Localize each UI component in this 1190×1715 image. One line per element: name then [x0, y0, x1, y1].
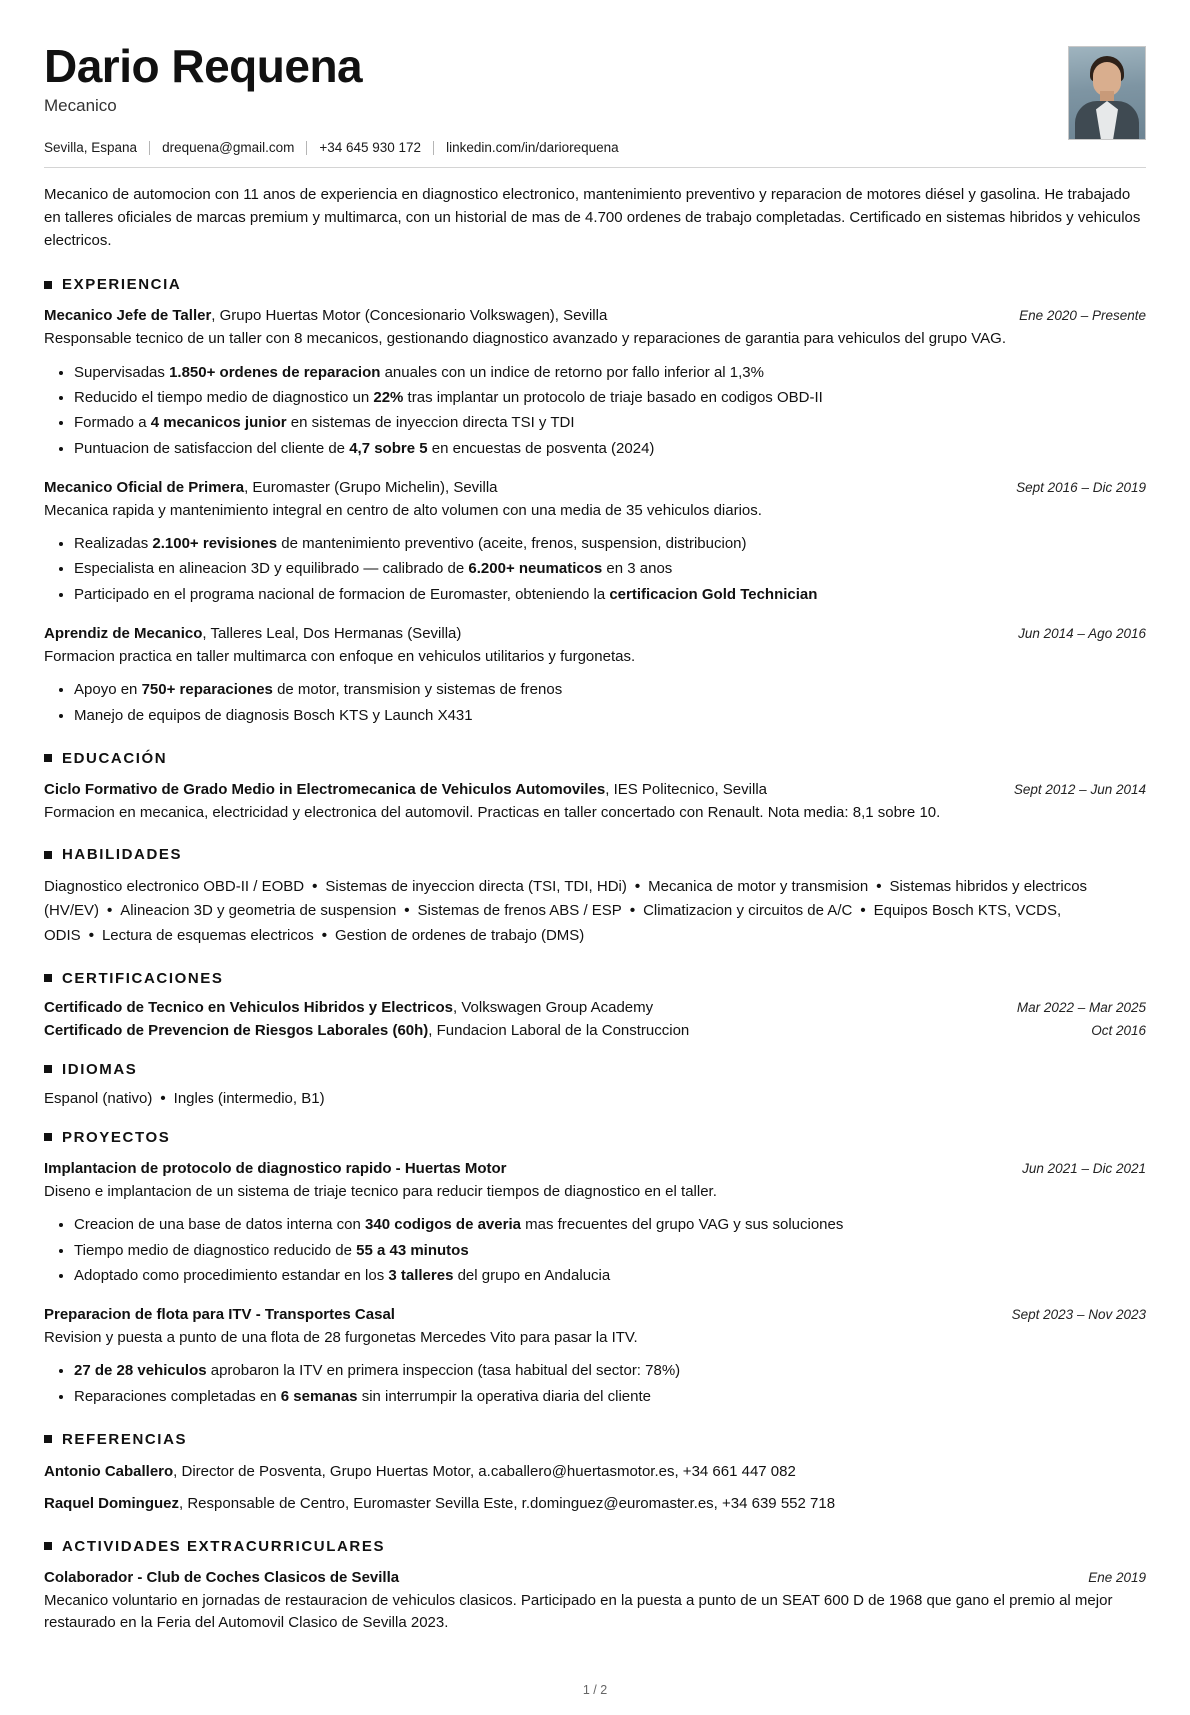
certification-name: Certificado de Tecnico en Vehiculos Hibridos y Electricos, Volkswagen Group Academy	[44, 998, 654, 1016]
page-footer	[44, 1657, 1146, 1715]
avatar	[1068, 46, 1146, 140]
skill-separator: •	[629, 902, 636, 920]
list-item: • Reparaciones completadas en 6 semanas sin interrumpir la operativa diaria del cliente	[74, 1385, 1146, 1409]
experience-entry	[44, 477, 1146, 607]
reference-detail: , Director de Posventa, Grupo Huertas Motor, a.caballero@huertasmotor.es, +34 661 447 082	[173, 1462, 796, 1480]
summary-text: Mecanico de automocion con 11 anos de experiencia en diagnostico electronico, mantenimiento preventivo y reparacion de motores diésel y gasolina. He trabajado en talleres oficiales de marcas premium y multimarca, con un historial de mas de 4.700 ordenes de trabajo completadas. Certificado en sistemas hibridos y vehiculos electricos.	[44, 186, 1141, 249]
contact-phone[interactable]: +34 645 930 172	[319, 140, 422, 155]
skill-separator: •	[634, 878, 641, 896]
section-projects	[44, 1129, 1146, 1409]
page-title: Dario Requena	[44, 40, 363, 92]
section-extracurricular	[44, 1538, 1146, 1635]
square-bullet-icon	[44, 281, 52, 289]
skill-separator: •	[404, 902, 410, 920]
entry-header	[44, 477, 1146, 499]
reference-entry	[44, 1460, 1146, 1484]
skills-list	[44, 875, 1146, 948]
skill-separator: •	[876, 878, 882, 896]
entry-description: Revision y puesta a punto de una flota de 28 furgonetas Mercedes Vito para pasar la ITV.	[44, 1328, 638, 1346]
skill-item: Sistemas hibridos y electricos (HV/EV)	[44, 878, 1088, 920]
achievement-list	[44, 1359, 1146, 1409]
resume-header	[44, 42, 1146, 140]
reference-name: Raquel Dominguez	[44, 1494, 180, 1512]
entry-date: Sept 2016 – Dic 2019	[1016, 479, 1146, 495]
section-heading-extracurricular	[44, 1538, 1146, 1555]
skill-item: Gestion de ordenes de trabajo (DMS)	[335, 926, 585, 944]
skill-separator: •	[321, 926, 327, 944]
entry-date: Sept 2012 – Jun 2014	[1013, 781, 1146, 797]
achievement-list	[44, 532, 1146, 607]
square-bullet-icon	[44, 754, 52, 762]
entry-header	[44, 623, 1146, 645]
list-item: • Tiempo medio de diagnostico reducido de 55 a 43 minutos	[74, 1239, 1146, 1263]
square-bullet-icon	[44, 851, 52, 859]
list-item: • Creacion de una base de datos interna con 340 codigos de averia mas frecuentes del grupo VAG y sus soluciones	[74, 1213, 1146, 1237]
list-item: • 27 de 28 vehiculos aprobaron la ITV en primera inspeccion (tasa habitual del sector: 78%)	[74, 1359, 1146, 1383]
page-indicator: 1 / 2	[582, 1682, 608, 1697]
education-entry	[44, 779, 1146, 824]
certification-list	[44, 999, 1146, 1039]
list-item: • Formado a 4 mecanicos junior en sistemas de inyeccion directa TSI y TDI	[74, 411, 1146, 435]
reference-name: Antonio Caballero	[44, 1462, 174, 1480]
section-heading-label: ACTIVIDADES EXTRACURRICULARES	[62, 1537, 386, 1555]
contact-divider	[149, 141, 150, 155]
skill-separator: •	[312, 878, 318, 896]
list-item: • Especialista en alineacion 3D y equilibrado — calibrado de 6.200+ neumaticos en 3 anos	[74, 557, 1146, 581]
list-item: • Participado en el programa nacional de formacion de Euromaster, obteniendo la certificacion Gold Technician	[74, 583, 1146, 607]
section-heading-languages	[44, 1061, 1146, 1078]
reference-entry	[44, 1492, 1146, 1516]
entry-description: Mecanico voluntario en jornadas de restauracion de vehiculos clasicos. Participado en la puesta a punto de un SEAT 600 D de 1968 que gano el premio al mejor restaurado en la Feria del Automovil Clasico de Sevilla 2023.	[44, 1591, 1113, 1632]
entry-description: Formacion en mecanica, electricidad y electronica del automovil. Practicas en taller concertado con Renault. Nota media: 8,1 sobre 10.	[44, 803, 941, 821]
square-bullet-icon	[44, 1065, 52, 1073]
contact-bar	[44, 140, 1146, 167]
job-title: Mecanico	[44, 96, 117, 116]
achievement-list	[44, 361, 1146, 461]
project-entry	[44, 1304, 1146, 1409]
section-experience	[44, 276, 1146, 727]
extracurricular-entry	[44, 1567, 1146, 1635]
certification-name: Certificado de Prevencion de Riesgos Laborales (60h), Fundacion Laboral de la Construccion	[44, 1021, 690, 1039]
square-bullet-icon	[44, 1435, 52, 1443]
section-references	[44, 1431, 1146, 1516]
entry-description: Formacion practica en taller multimarca con enfoque en vehiculos utilitarios y furgonetas.	[44, 647, 636, 665]
section-heading-experience	[44, 276, 1146, 293]
section-heading-label: REFERENCIAS	[62, 1430, 188, 1448]
language-item: Ingles (intermedio, B1)	[173, 1089, 325, 1107]
education-entry-list	[44, 779, 1146, 824]
entry-header	[44, 1158, 1146, 1180]
skill-item: Lectura de esquemas electricos	[101, 926, 314, 944]
square-bullet-icon	[44, 1542, 52, 1550]
entry-title: Implantacion de protocolo de diagnostico rapido - Huertas Motor	[44, 1159, 507, 1177]
entry-date: Ene 2020 – Presente	[1019, 308, 1146, 324]
skill-item: Alineacion 3D y geometria de suspension	[120, 902, 397, 920]
languages-list	[44, 1090, 1146, 1107]
contact-divider	[306, 141, 307, 155]
list-item: • Adoptado como procedimiento estandar en los 3 talleres del grupo en Andalucia	[74, 1264, 1146, 1288]
reference-list	[44, 1460, 1146, 1516]
experience-entry-list	[44, 305, 1146, 727]
header-text-block	[44, 42, 1068, 134]
entry-title: Aprendiz de Mecanico, Talleres Leal, Dos Hermanas (Sevilla)	[44, 624, 462, 642]
contact-linkedin[interactable]: linkedin.com/in/dariorequena	[446, 140, 619, 155]
header-divider	[44, 167, 1146, 168]
entry-title: Colaborador - Club de Coches Clasicos de Sevilla	[44, 1568, 400, 1586]
entry-date: Jun 2021 – Dic 2021	[1022, 1160, 1146, 1176]
list-item: • Supervisadas 1.850+ ordenes de reparacion anuales con un indice de retorno por fallo inferior al 1,3%	[74, 361, 1146, 385]
achievement-list	[44, 678, 1146, 728]
contact-email[interactable]: drequena@gmail.com	[162, 140, 295, 155]
square-bullet-icon	[44, 974, 52, 982]
section-heading-education	[44, 750, 1146, 767]
skill-separator: •	[107, 902, 113, 920]
section-heading-projects	[44, 1129, 1146, 1146]
certification-entry	[44, 1022, 1146, 1039]
extracurricular-entry-list	[44, 1567, 1146, 1635]
section-heading-label: EXPERIENCIA	[62, 276, 182, 294]
section-heading-label: EDUCACIÓN	[62, 749, 168, 767]
section-education	[44, 750, 1146, 824]
experience-entry	[44, 305, 1146, 460]
list-item: • Reducido el tiempo medio de diagnostico un 22% tras implantar un protocolo de triaje basado en codigos OBD-II	[74, 386, 1146, 410]
language-item: Espanol (nativo)	[44, 1089, 153, 1107]
skill-item: Sistemas de inyeccion directa (TSI, TDI, HDi)	[325, 878, 627, 896]
entry-title: Ciclo Formativo de Grado Medio in Electromecanica de Vehiculos Automoviles, IES Politecnico, Sevilla	[44, 780, 767, 798]
entry-title: Mecanico Oficial de Primera, Euromaster (Grupo Michelin), Sevilla	[44, 478, 498, 496]
section-heading-label: PROYECTOS	[62, 1128, 171, 1146]
entry-date: Sept 2023 – Nov 2023	[1011, 1307, 1146, 1323]
certification-date: Oct 2016	[1091, 1022, 1146, 1038]
square-bullet-icon	[44, 1133, 52, 1141]
section-heading-skills	[44, 846, 1146, 863]
language-separator: •	[160, 1089, 166, 1107]
list-item: • Manejo de equipos de diagnosis Bosch KTS y Launch X431	[74, 704, 1146, 728]
entry-title: Mecanico Jefe de Taller, Grupo Huertas Motor (Concesionario Volkswagen), Sevilla	[44, 307, 608, 325]
entry-header	[44, 1567, 1146, 1589]
section-certifications	[44, 970, 1146, 1039]
certification-date: Mar 2022 – Mar 2025	[1016, 999, 1146, 1015]
section-heading-label: CERTIFICACIONES	[62, 969, 224, 987]
section-heading-label: HABILIDADES	[62, 846, 183, 864]
reference-detail: , Responsable de Centro, Euromaster Sevilla Este, r.dominguez@euromaster.es, +34 639 552 718	[179, 1494, 836, 1512]
entry-title: Preparacion de flota para ITV - Transportes Casal	[44, 1306, 395, 1324]
certification-entry	[44, 999, 1146, 1016]
entry-header	[44, 1304, 1146, 1326]
contact-divider	[433, 141, 434, 155]
achievement-list	[44, 1213, 1146, 1288]
entry-description: Responsable tecnico de un taller con 8 mecanicos, gestionando diagnostico avanzado y reparaciones de garantia para vehiculos del grupo VAG.	[44, 330, 1006, 348]
list-item: • Puntuacion de satisfaccion del cliente de 4,7 sobre 5 en encuestas de posventa (2024)	[74, 437, 1146, 461]
skill-item: Diagnostico electronico OBD-II / EOBD	[44, 878, 305, 896]
contact-location: Sevilla, Espana	[44, 140, 138, 155]
skill-item: Mecanica de motor y transmision	[648, 878, 869, 896]
skill-separator: •	[88, 926, 94, 944]
section-heading-references	[44, 1431, 1146, 1448]
skill-item: Sistemas de frenos ABS / ESP	[417, 902, 622, 920]
entry-date: Ene 2019	[1088, 1569, 1146, 1585]
project-entry-list	[44, 1158, 1146, 1409]
section-languages	[44, 1061, 1146, 1107]
entry-header	[44, 305, 1146, 327]
skill-item: Equipos Bosch KTS, VCDS, ODIS	[44, 902, 1062, 944]
entry-header	[44, 779, 1146, 801]
entry-description: Diseno e implantacion de un sistema de triaje tecnico para reducir tiempos de diagnostico en el taller.	[44, 1182, 717, 1200]
section-heading-certifications	[44, 970, 1146, 987]
list-item: • Realizadas 2.100+ revisiones de mantenimiento preventivo (aceite, frenos, suspension, distribucion)	[74, 532, 1146, 556]
skill-separator: •	[860, 902, 866, 920]
project-entry	[44, 1158, 1146, 1288]
section-skills	[44, 846, 1146, 948]
skill-item: Climatizacion y circuitos de A/C	[643, 902, 853, 920]
entry-description: Mecanica rapida y mantenimiento integral en centro de alto volumen con una media de 35 vehiculos diarios.	[44, 501, 762, 519]
list-item: • Apoyo en 750+ reparaciones de motor, transmision y sistemas de frenos	[74, 678, 1146, 702]
experience-entry	[44, 623, 1146, 728]
section-heading-label: IDIOMAS	[62, 1060, 138, 1078]
entry-date: Jun 2014 – Ago 2016	[1018, 625, 1146, 641]
